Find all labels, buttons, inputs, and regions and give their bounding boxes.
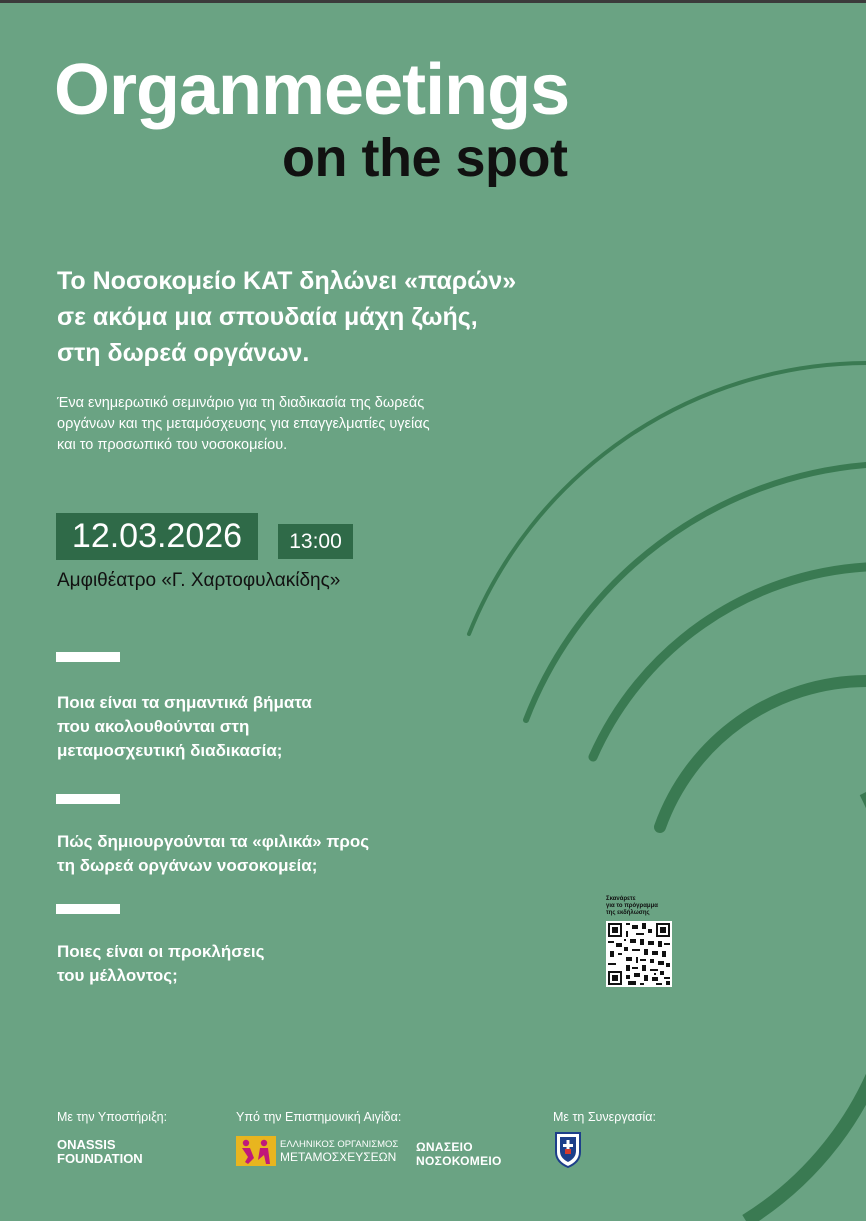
arc-4: [660, 681, 866, 827]
onassis-foundation-logo: ONASSIS FOUNDATION: [57, 1137, 143, 1166]
cooperation-label: Με τη Συνεργασία:: [553, 1110, 656, 1124]
eom-logo-text: ΕΛΛΗΝΙΚΟΣ ΟΡΓΑΝΙΣΜΟΣ ΜΕΤΑΜΟΣΧΕΥΣΕΩΝ: [280, 1139, 399, 1164]
arc-1: [469, 363, 866, 634]
question-3: [57, 940, 265, 988]
headline-line: σε ακόμα μια σπουδαία μάχη ζωής,: [57, 303, 478, 331]
arc-5: [746, 792, 866, 1221]
patronage-label: Υπό την Επιστημονική Αιγίδα:: [236, 1110, 402, 1124]
qr-caption: Σκανάρετε για το πρόγραμμα της εκδήλωσης: [606, 896, 658, 916]
event-time: 13:00: [278, 524, 353, 559]
support-label: Με την Υποστήριξη:: [57, 1110, 168, 1124]
main-title: Organmeetings: [54, 50, 570, 130]
question-line: τη δωρεά οργάνων νοσοκομεία;: [57, 856, 318, 875]
question-line: Ποιες είναι οι προκλήσεις: [57, 942, 265, 961]
main-subtitle: on the spot: [282, 128, 568, 188]
kat-hospital-crest-icon: [553, 1130, 583, 1170]
question-line: μεταμοσχευτική διαδικασία;: [57, 741, 283, 760]
event-venue: Αμφιθέατρο «Γ. Χαρτοφυλακίδης»: [57, 570, 341, 591]
intro-line: οργάνων και της μεταμόσχευσης για επαγγελματίες υγείας: [57, 416, 430, 432]
question-2: [57, 830, 369, 878]
question-line: Πώς δημιουργούνται τα «φιλικά» προς: [57, 832, 370, 851]
intro-line: και το προσωπικό του νοσοκομείου.: [57, 437, 288, 453]
intro-text: [57, 393, 527, 456]
arc-2: [526, 465, 866, 720]
top-border: [0, 0, 866, 3]
question-1: [57, 691, 312, 763]
question-divider: [56, 652, 120, 662]
question-line: που ακολουθούνται στη: [57, 717, 250, 736]
question-line: Ποια είναι τα σημαντικά βήματα: [57, 693, 312, 712]
qr-code-icon[interactable]: [606, 921, 672, 987]
onassis-hospital-logo: ΩΝΑΣΕΙΟ ΝΟΣΟΚΟΜΕΙΟ: [416, 1140, 502, 1168]
question-divider: [56, 794, 120, 804]
headline-line: στη δωρεά οργάνων.: [57, 339, 310, 367]
question-divider: [56, 904, 120, 914]
question-line: του μέλλοντος;: [57, 966, 178, 985]
arc-3: [593, 567, 866, 757]
headline: [57, 263, 617, 371]
intro-line: Ένα ενημερωτικό σεμινάριο για τη διαδικασία της δωρεάς: [57, 395, 425, 411]
headline-line: Το Νοσοκομείο ΚΑΤ δηλώνει «παρών»: [57, 267, 517, 295]
eom-logo-icon: [236, 1136, 276, 1166]
event-date: 12.03.2026: [56, 513, 258, 560]
